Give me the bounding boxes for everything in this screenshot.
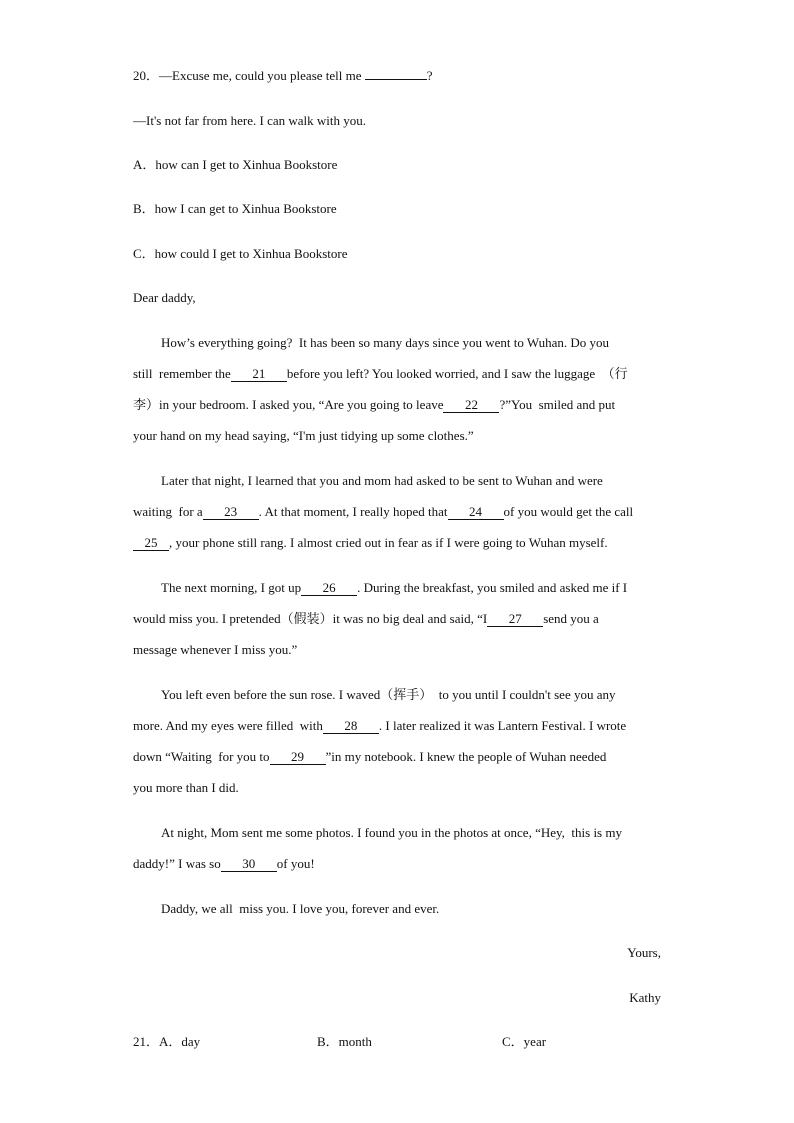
p1-line3 bbox=[133, 397, 615, 413]
letter-greeting: Dear daddy, bbox=[133, 290, 196, 305]
blank-25[interactable]: 25 bbox=[133, 536, 169, 551]
p2-line3 bbox=[133, 535, 608, 551]
option-a[interactable]: A．day bbox=[159, 1034, 201, 1049]
letter-closing: Yours, bbox=[627, 945, 661, 960]
p1-line1: How’s everything going? It has been so many days since you went to Wuhan. Do you bbox=[161, 335, 610, 350]
text: of you would get the call bbox=[503, 504, 634, 519]
p5-line1: At night, Mom sent me some photos. I found you in the photos at once, “Hey, this is my bbox=[161, 825, 622, 840]
text: 李）in your bedroom. I asked you, “Are you going to leave bbox=[133, 397, 444, 412]
text: down “Waiting for you to bbox=[133, 749, 270, 764]
p1-line2 bbox=[133, 366, 628, 382]
text: daddy!” I was so bbox=[133, 856, 221, 871]
text: . During the breakfast, you smiled and asked me if I bbox=[357, 580, 628, 595]
text: . I later realized it was Lantern Festival. I wrote bbox=[378, 718, 627, 733]
text: send you a bbox=[543, 611, 599, 626]
p4-line1: You left even before the sun rose. I waved（挥手） to you until I couldn't see you any bbox=[161, 687, 616, 702]
blank-22[interactable]: 22 bbox=[443, 398, 499, 413]
option-c[interactable]: C．year bbox=[502, 1034, 547, 1049]
p2-line2 bbox=[133, 504, 633, 520]
option-b[interactable]: B．how I can get to Xinhua Bookstore bbox=[133, 201, 337, 216]
p4-line3 bbox=[133, 749, 606, 765]
question-20-prompt bbox=[133, 68, 433, 84]
question-20-reply: —It's not far from here. I can walk with you. bbox=[133, 113, 367, 128]
p5-line2 bbox=[133, 856, 315, 872]
text: , your phone still rang. I almost cried out in fear as if I were going to Wuhan myself. bbox=[169, 535, 608, 550]
text: The next morning, I got up bbox=[161, 580, 302, 595]
text: would miss you. I pretended（假装）it was no big deal and said, “I bbox=[133, 611, 488, 626]
p6-line1: Daddy, we all miss you. I love you, forever and ever. bbox=[161, 901, 440, 916]
blank-26[interactable]: 26 bbox=[301, 581, 357, 596]
blank-23[interactable]: 23 bbox=[203, 505, 259, 520]
text: ?”You smiled and put bbox=[499, 397, 616, 412]
text: ”in my notebook. I knew the people of Wuhan needed bbox=[325, 749, 607, 764]
p3-line2 bbox=[133, 611, 599, 627]
p1-line4: your hand on my head saying, “I'm just tidying up some clothes.” bbox=[133, 428, 474, 443]
answer-blank[interactable] bbox=[365, 79, 427, 80]
blank-21[interactable]: 21 bbox=[231, 367, 287, 382]
text: . At that moment, I really hoped that bbox=[258, 504, 448, 519]
option-b[interactable]: B．month bbox=[317, 1034, 372, 1049]
blank-24[interactable]: 24 bbox=[448, 505, 504, 520]
blank-27[interactable]: 27 bbox=[487, 612, 543, 627]
blank-29[interactable]: 29 bbox=[270, 750, 326, 765]
prompt-text: 20．—Excuse me, could you please tell me bbox=[133, 68, 365, 83]
blank-28[interactable]: 28 bbox=[323, 719, 379, 734]
text: before you left? You looked worried, and I saw the luggage （行 bbox=[286, 366, 628, 381]
text: of you! bbox=[276, 856, 315, 871]
option-a[interactable]: A．how can I get to Xinhua Bookstore bbox=[133, 157, 338, 172]
p3-line3: message whenever I miss you.” bbox=[133, 642, 298, 657]
option-c[interactable]: C．how could I get to Xinhua Bookstore bbox=[133, 246, 348, 261]
prompt-end: ? bbox=[426, 68, 433, 83]
p4-line4: you more than I did. bbox=[133, 780, 239, 795]
p2-line1: Later that night, I learned that you and mom had asked to be sent to Wuhan and were bbox=[161, 473, 603, 488]
text: waiting for a bbox=[133, 504, 203, 519]
letter-signature: Kathy bbox=[629, 990, 661, 1005]
question-21 bbox=[133, 1034, 200, 1050]
p3-line1 bbox=[161, 580, 627, 596]
text: more. And my eyes were filled with bbox=[133, 718, 323, 733]
text: still remember the bbox=[133, 366, 231, 381]
question-number: 21． bbox=[133, 1034, 160, 1049]
p4-line2 bbox=[133, 718, 626, 734]
blank-30[interactable]: 30 bbox=[221, 857, 277, 872]
